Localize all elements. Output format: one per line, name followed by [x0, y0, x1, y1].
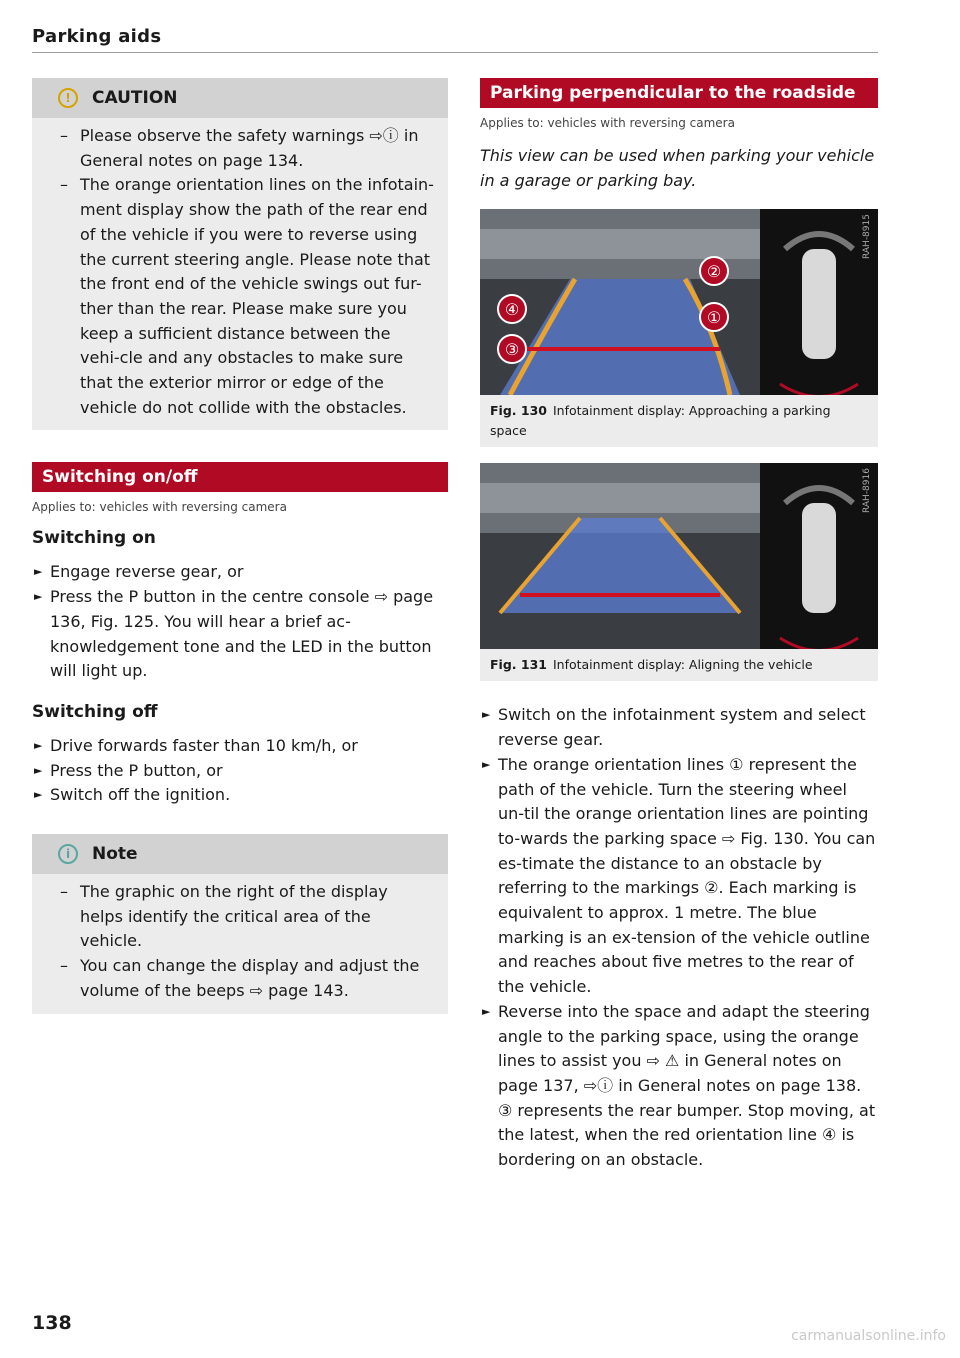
switching-heading: Switching on/off — [32, 462, 448, 492]
figure-caption: Fig. 131 Infotainment display: Aligning the vehicle — [490, 657, 813, 673]
caution-header — [32, 78, 448, 118]
bullet-arrow-icon: ► — [482, 1004, 491, 1018]
figure-130 — [480, 209, 878, 447]
caution-item: – The orange orientation lines on the infotain-ment display show the path of the rear end of the vehicle if you were to reverse using the current steering angle. Please note that the front end of the vehicle swings out fur-ther than the rear. Please make sure you keep a sufficient distance between the vehi-cle and any obstacles to make sure that the exterior mirror or edge of the vehicle do not collide with the obstacles. — [60, 175, 434, 417]
caution-box — [32, 78, 448, 430]
callout-1: ① — [706, 308, 722, 328]
caution-icon: ! — [58, 88, 78, 108]
section-title: Parking aids — [32, 26, 162, 47]
info-icon: i — [58, 844, 78, 864]
switching-on-title: Switching on — [32, 528, 156, 549]
note-item: – The graphic on the right of the display helps identify the critical area of the vehicle. — [60, 882, 388, 951]
bullet-arrow-icon: ► — [482, 757, 491, 771]
list-item: ► Reverse into the space and adapt the steering angle to the parking space, using the orange lines to assist you ⇨ ⚠ in General notes on page 137, ⇨ⓘ in General notes on page 138. ③ represents the rear bumper. Stop moving, at the latest, when the red orientation line ④ is bordering on an obstacle. — [482, 1001, 876, 1170]
perpendicular-applies: Applies to: vehicles with reversing camera — [480, 116, 735, 130]
list-item: ► Drive forwards faster than 10 km/h, or — [32, 734, 448, 759]
bullet-arrow-icon: ► — [34, 565, 43, 579]
figure-code: RAH-8915 — [862, 214, 872, 260]
list-item: ► Switch on the infotainment system and select reverse gear. — [482, 705, 866, 750]
bullet-arrow-icon: ► — [34, 738, 43, 752]
caution-item: – Please observe the safety warnings ⇨ⓘ in General notes on page 134. — [60, 126, 419, 170]
bullet-arrow-icon: ► — [34, 788, 43, 802]
note-header — [32, 834, 448, 874]
callout-2: ② — [706, 262, 722, 282]
right-column — [480, 78, 878, 1191]
list-item: ► Switch off the ignition. — [32, 783, 448, 808]
bullet-arrow-icon: ► — [482, 708, 491, 722]
figure-code: RAH-8916 — [862, 468, 872, 514]
note-title: Note — [92, 844, 138, 865]
page-number: 138 — [32, 1312, 72, 1334]
figure-131 — [480, 463, 878, 681]
bullet-arrow-icon: ► — [34, 590, 43, 604]
perpendicular-heading: Parking perpendicular to the roadside — [480, 78, 878, 108]
camera-display-image — [480, 463, 878, 649]
switching-applies: Applies to: vehicles with reversing camera — [32, 500, 287, 515]
list-item: ► The orange orientation lines ① represent the path of the vehicle. Turn the steering wheel un-til the orange orientation lines are pointing to-wards the parking space ⇨ Fig. 130. You can es-timate the distance to an obstacle by referring to the markings ②. Each marking is equivalent to approx. 1 metre. The blue marking is an ex-tension of the vehicle outline and reaches about five metres to the rear of the vehicle. — [482, 754, 876, 997]
switching-off-title: Switching off — [32, 701, 158, 722]
figure-caption: Fig. 130 Infotainment display: Approaching a parking space — [490, 403, 831, 439]
switching-on-list — [32, 560, 448, 684]
callout-3: ③ — [504, 340, 520, 360]
note-item: – You can change the display and adjust the volume of the beeps ⇨ page 143. — [60, 956, 420, 1000]
switching-off-list — [32, 734, 448, 808]
left-column — [32, 78, 448, 1046]
list-item: ► Engage reverse gear, or — [32, 560, 448, 585]
list-item: ► Press the P button, or — [32, 759, 448, 784]
camera-display-image — [480, 209, 878, 395]
reversing-camera-illustration — [480, 463, 878, 649]
note-box — [32, 834, 448, 1014]
footer-watermark: carmanualsonline.info — [791, 1328, 946, 1344]
caution-title: CAUTION — [92, 88, 178, 108]
reversing-camera-illustration — [480, 209, 878, 395]
bullet-arrow-icon: ► — [34, 763, 43, 777]
callout-4: ④ — [504, 300, 520, 320]
perpendicular-steps — [480, 703, 878, 1172]
header-divider — [32, 52, 878, 53]
list-item: ► Press the P button in the centre console ⇨ page 136, Fig. 125. You will hear a brief ac-knowledgement tone and the LED in the button will light up. — [34, 587, 434, 681]
perpendicular-intro: This view can be used when parking your vehicle in a garage or parking bay. — [480, 146, 875, 190]
